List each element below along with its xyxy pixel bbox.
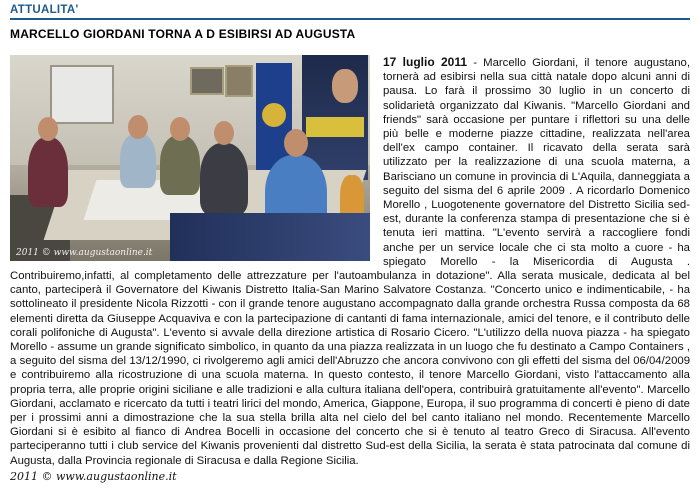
section-label: ATTUALITA': [10, 4, 79, 16]
article-body: [10, 55, 690, 468]
article-date: 17 luglio 2011: [383, 55, 468, 69]
article-headline: MARCELLO GIORDANI TORNA A D ESIBIRSI AD AUGUSTA: [10, 27, 356, 41]
copyright-footer: 2011 © www.augustaonline.it: [10, 470, 177, 483]
section-divider: [10, 18, 690, 20]
photo-watermark: 2011 © www.augustaonline.it: [16, 248, 153, 258]
article-text: - Marcello Giordani, il tenore augustano, tornerà ad esibirsi nella sua città natale dopo alcuni anni di pausa. Lo farà il prossimo 30 luglio in un concerto di solidarietà organizzato dal Kiwanis. "Marcello Giordani and friends" sarà occasione per puntare i riflettori su una delle più belle e moderne piazze cittadine, realizzata nell'area dell'ex campo container. Il ricavato della serata sarà utilizzato per la realizzazione di una scuola materna, a Barisciano un comune in provincia di L'Aquila, danneggiata a seguito del sisma del 6 aprile 2009 . A ricordarlo Domenico Morello , Luogotenente governatore del Distretto Sicilia sed-est, durante la conferenza stampa di presentazione che si è tenuta ieri mattina. "L'evento servirà a raccogliere fondi anche per un service locale che ci sta molto a cuore - ha spiegato Morello - la Misericordia di Augusta . Contribuiremo,infatti, al completamento delle attrezzature per l'autoambulanza in dotazione". Alla serata musicale, dedicata al bel canto, parteciperà il Governatore del Kiwanis Distretto Italia-San Marino Salvatore Costanza. "Concerto unico e indimenticabile, - ha sottolineato il presidente Nicola Rizzotti - con il grande tenore augustano accompagnato dalla grande orchestra Russa composta da 68 elementi diretta da Giuseppe Acquaviva e con la partecipazione di cantanti di fama internazionale, amici del tenore, e il contributo delle corali polifoniche di Augusta". L'evento si avvale della direzione artistica di Rosario Cicero. "L'utilizzo della nuova piazza - ha spiegato Morello - assume un grande significato simbolico, in quanto da una piazza realizzata in un luogo che fu destinato a Campo Containers , a seguito del sisma del 13/12/1990, ci rivolgeremo agli amici dell'Abruzzo che ancora convivono con gli effetti del sisma del 06/04/2009 e contribuiremo alla ricostruzione di una scuola materna. In questo contesto, il tenore Marcello Giordani, visto l'attaccamento alla propria terra, alle proprie origini siciliane e alle tradizioni e alla cultura italiana dell'opera, contribuirà gratuitamente all'evento". Marcello Giordani, acclamato e ricercato da tutti i teatri lirici del mondo, America, Giappone, Europa, il suo programma di concerti è pieno di date per i prossimi anni a dimostrazione che la sua stella brilla alta nel cielo del bel canto italiano nel mondo. Recentemente Marcello Giordani si è esibito al fianco di Andrea Bocelli in occasione del concerto che si è tenuto al teatro Greco di Siracusa. All'evento parteciperanno tutti i club service del Kiwanis provenienti dal distretto Sud-est della Sicilia, la serata è stata patrocinata dal comune di Augusta, dalla Provincia regionale di Siracusa e dalla Regione Sicilia.: [10, 57, 690, 467]
